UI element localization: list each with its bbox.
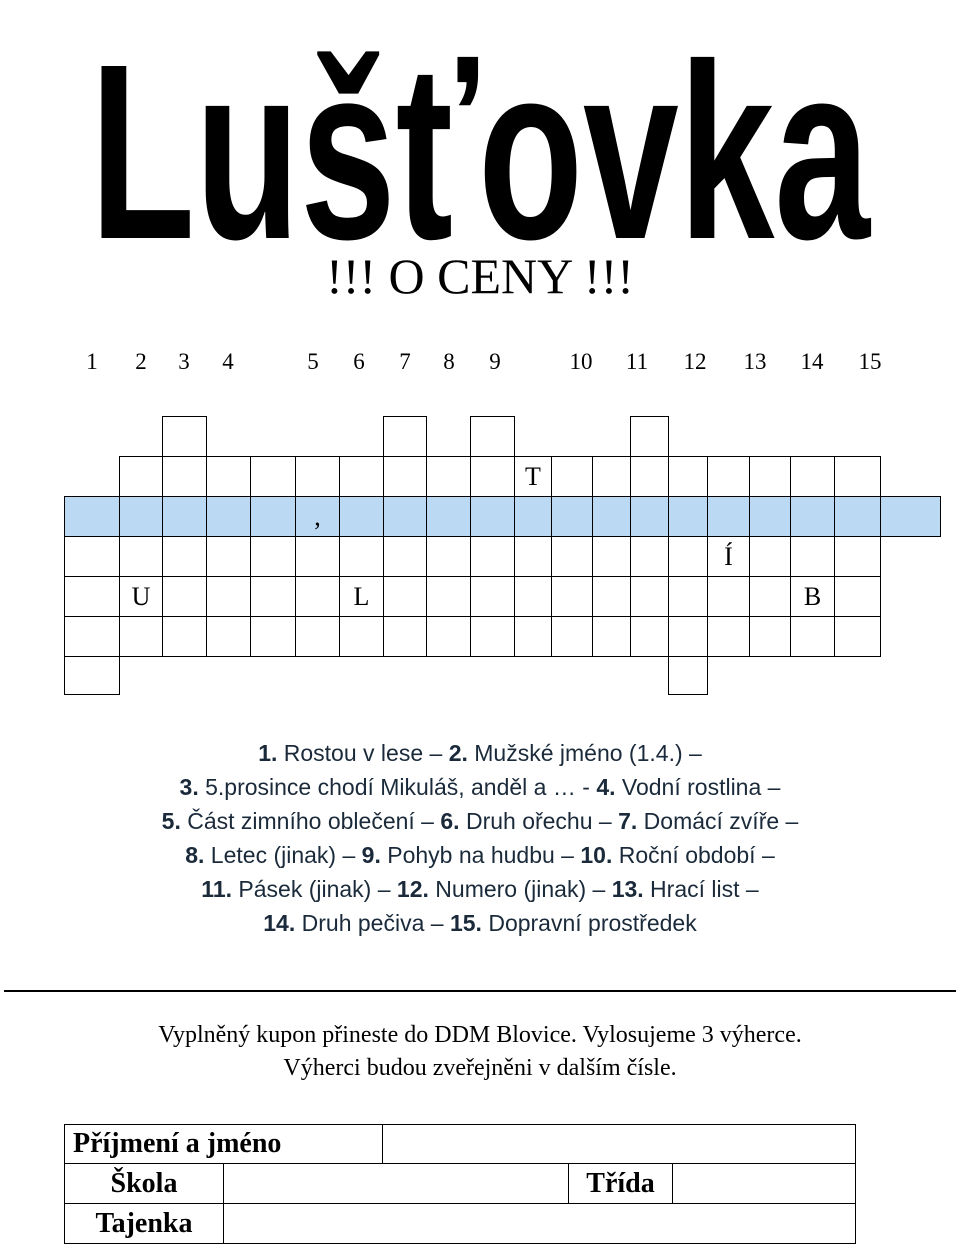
column-number: 2 bbox=[135, 349, 147, 374]
crossword-cell[interactable] bbox=[834, 456, 881, 497]
column-number: 13 bbox=[743, 349, 767, 374]
crossword-cell[interactable] bbox=[707, 576, 750, 617]
crossword-cell[interactable] bbox=[162, 416, 207, 457]
crossword-cell[interactable] bbox=[630, 576, 669, 617]
solution-cell[interactable] bbox=[834, 496, 881, 537]
crossword-cell[interactable] bbox=[119, 456, 163, 497]
solution-cell[interactable] bbox=[206, 496, 251, 537]
crossword-cell[interactable] bbox=[64, 616, 120, 657]
crossword-cell[interactable] bbox=[630, 456, 669, 497]
crossword-cell[interactable] bbox=[790, 536, 835, 577]
column-number: 15 bbox=[858, 349, 882, 374]
crossword-cell[interactable] bbox=[834, 536, 881, 577]
crossword-cell[interactable] bbox=[162, 456, 207, 497]
solution-cell[interactable] bbox=[749, 496, 791, 537]
solution-cell[interactable] bbox=[250, 496, 296, 537]
crossword-cell[interactable] bbox=[426, 576, 471, 617]
solution-cell[interactable] bbox=[339, 496, 384, 537]
crossword-cell[interactable] bbox=[630, 616, 669, 657]
column-number: 3 bbox=[178, 349, 190, 374]
subtitle: !!! O CENY !!! bbox=[326, 248, 634, 304]
name-label: Příjmení a jméno bbox=[64, 1124, 383, 1164]
crossword-cell[interactable] bbox=[630, 536, 669, 577]
crossword-cell[interactable] bbox=[470, 456, 515, 497]
crossword-cell[interactable]: B bbox=[790, 576, 835, 617]
column-number: 10 bbox=[569, 349, 593, 374]
crossword-cell[interactable] bbox=[250, 576, 296, 617]
note-line-2: Výherci budou zveřejněni v dalším čísle. bbox=[283, 1055, 677, 1081]
clue-line-1: 1. Rostou v lese – 2. Mužské jméno (1.4.) – bbox=[258, 740, 702, 766]
solution-cell[interactable] bbox=[551, 496, 593, 537]
note-line-1: Vyplněný kupon přineste do DDM Blovice. Vylosujeme 3 výherce. bbox=[158, 1022, 802, 1048]
crossword-cell[interactable] bbox=[834, 616, 881, 657]
crossword-cell[interactable] bbox=[668, 656, 708, 695]
crossword-cell[interactable] bbox=[295, 536, 340, 577]
crossword-cell[interactable] bbox=[551, 576, 593, 617]
clues bbox=[0, 736, 960, 940]
coupon-form bbox=[64, 1124, 856, 1244]
solution-cell[interactable] bbox=[668, 496, 708, 537]
school-label: Škola bbox=[64, 1163, 224, 1204]
crossword-cell[interactable] bbox=[707, 456, 750, 497]
crossword-cell[interactable] bbox=[707, 616, 750, 657]
column-number: 7 bbox=[399, 349, 411, 374]
crossword-cell[interactable] bbox=[383, 456, 427, 497]
crossword-cell[interactable] bbox=[668, 616, 708, 657]
solution-cell[interactable] bbox=[470, 496, 515, 537]
solution-cell[interactable] bbox=[426, 496, 471, 537]
crossword-cell[interactable] bbox=[206, 456, 251, 497]
crossword-cell[interactable] bbox=[64, 536, 120, 577]
solution-cell[interactable] bbox=[119, 496, 163, 537]
solution-cell[interactable] bbox=[707, 496, 750, 537]
crossword-cell[interactable] bbox=[295, 616, 340, 657]
crossword-cell[interactable] bbox=[592, 456, 631, 497]
school-field[interactable] bbox=[223, 1163, 569, 1204]
column-number: 8 bbox=[443, 349, 455, 374]
column-number: 1 bbox=[86, 349, 98, 374]
column-number: 11 bbox=[625, 349, 649, 374]
crossword-cell[interactable] bbox=[383, 416, 427, 457]
column-number: 5 bbox=[307, 349, 319, 374]
crossword-cell[interactable] bbox=[339, 536, 384, 577]
crossword-cell[interactable] bbox=[749, 456, 791, 497]
crossword-cell[interactable] bbox=[790, 456, 835, 497]
crossword-cell[interactable] bbox=[551, 536, 593, 577]
solution-cell[interactable] bbox=[383, 496, 427, 537]
crossword-cell[interactable] bbox=[250, 616, 296, 657]
crossword-cell[interactable] bbox=[551, 456, 593, 497]
crossword-cell[interactable]: T bbox=[514, 456, 552, 497]
column-number: 14 bbox=[800, 349, 824, 374]
crossword-cell[interactable] bbox=[514, 616, 552, 657]
crossword-cell[interactable] bbox=[749, 576, 791, 617]
solution-cell[interactable] bbox=[514, 496, 552, 537]
crossword-cell[interactable] bbox=[592, 576, 631, 617]
solution-cell[interactable] bbox=[64, 496, 120, 537]
crossword-cell[interactable] bbox=[250, 536, 296, 577]
class-field[interactable] bbox=[672, 1163, 856, 1204]
crossword-cell[interactable] bbox=[426, 456, 471, 497]
crossword-cell[interactable] bbox=[426, 616, 471, 657]
crossword-cell[interactable] bbox=[630, 416, 669, 457]
column-number: 4 bbox=[222, 349, 234, 374]
crossword-cell[interactable]: U bbox=[119, 576, 163, 617]
divider bbox=[4, 990, 956, 992]
solution-cell[interactable] bbox=[790, 496, 835, 537]
crossword-cell[interactable] bbox=[119, 616, 163, 657]
crossword-cell[interactable] bbox=[470, 416, 515, 457]
crossword-cell[interactable] bbox=[295, 576, 340, 617]
crossword-cell[interactable] bbox=[250, 456, 296, 497]
solution-cell[interactable] bbox=[592, 496, 631, 537]
crossword-cell[interactable]: L bbox=[339, 576, 384, 617]
crossword-cell[interactable] bbox=[749, 616, 791, 657]
crossword-cell[interactable] bbox=[790, 616, 835, 657]
crossword-cell[interactable] bbox=[592, 616, 631, 657]
column-number: 6 bbox=[353, 349, 365, 374]
solution-field[interactable] bbox=[223, 1203, 856, 1244]
solution-cell[interactable] bbox=[880, 496, 941, 537]
crossword-cell[interactable] bbox=[162, 536, 207, 577]
crossword-cell[interactable] bbox=[834, 576, 881, 617]
clue-line-4: 8. Letec (jinak) – 9. Pohyb na hudbu – 10. Roční období – bbox=[185, 842, 775, 868]
crossword-cell[interactable] bbox=[470, 536, 515, 577]
solution-label: Tajenka bbox=[64, 1203, 224, 1244]
crossword-cell[interactable] bbox=[64, 576, 120, 617]
clue-line-5: 11. Pásek (jinak) – 12. Numero (jinak) – 13. Hrací list – bbox=[201, 876, 759, 902]
crossword-cell[interactable] bbox=[551, 616, 593, 657]
crossword-cell[interactable] bbox=[470, 616, 515, 657]
crossword-cell[interactable] bbox=[206, 536, 251, 577]
crossword-cell[interactable] bbox=[119, 536, 163, 577]
clue-line-2: 3. 5.prosince chodí Mikuláš, anděl a … - 4. Vodní rostlina – bbox=[179, 774, 781, 800]
crossword-cell[interactable] bbox=[470, 576, 515, 617]
crossword-cell[interactable] bbox=[668, 536, 708, 577]
crossword-cell[interactable] bbox=[162, 616, 207, 657]
crossword-cell[interactable] bbox=[514, 536, 552, 577]
crossword-cell[interactable] bbox=[592, 536, 631, 577]
solution-cell[interactable] bbox=[630, 496, 669, 537]
crossword-cell[interactable] bbox=[295, 456, 340, 497]
crossword-cell[interactable] bbox=[749, 536, 791, 577]
crossword-cell[interactable] bbox=[162, 576, 207, 617]
crossword-cell[interactable] bbox=[206, 616, 251, 657]
crossword-cell[interactable] bbox=[383, 616, 427, 657]
clue-line-6: 14. Druh pečiva – 15. Dopravní prostředek bbox=[263, 910, 697, 936]
crossword-cell[interactable] bbox=[668, 576, 708, 617]
crossword-cell[interactable] bbox=[339, 456, 384, 497]
crossword-cell[interactable] bbox=[64, 656, 120, 695]
coupon-note bbox=[0, 1019, 960, 1085]
solution-cell[interactable] bbox=[162, 496, 207, 537]
crossword-cell[interactable] bbox=[339, 616, 384, 657]
crossword-cell[interactable] bbox=[426, 536, 471, 577]
crossword-cell[interactable] bbox=[383, 536, 427, 577]
crossword-cell[interactable] bbox=[206, 576, 251, 617]
clue-line-3: 5. Část zimního oblečení – 6. Druh ořechu – 7. Domácí zvíře – bbox=[161, 808, 799, 834]
crossword-cell[interactable] bbox=[514, 576, 552, 617]
crossword-cell[interactable] bbox=[668, 456, 708, 497]
solution-cell[interactable]: , bbox=[295, 496, 340, 537]
column-number: 12 bbox=[683, 349, 707, 374]
name-field[interactable] bbox=[382, 1124, 856, 1164]
class-label: Třída bbox=[568, 1163, 673, 1204]
crossword-cell[interactable] bbox=[383, 576, 427, 617]
column-number: 9 bbox=[489, 349, 501, 374]
title-text: Lušťovka bbox=[90, 12, 872, 250]
crossword-cell[interactable]: Í bbox=[707, 536, 750, 577]
